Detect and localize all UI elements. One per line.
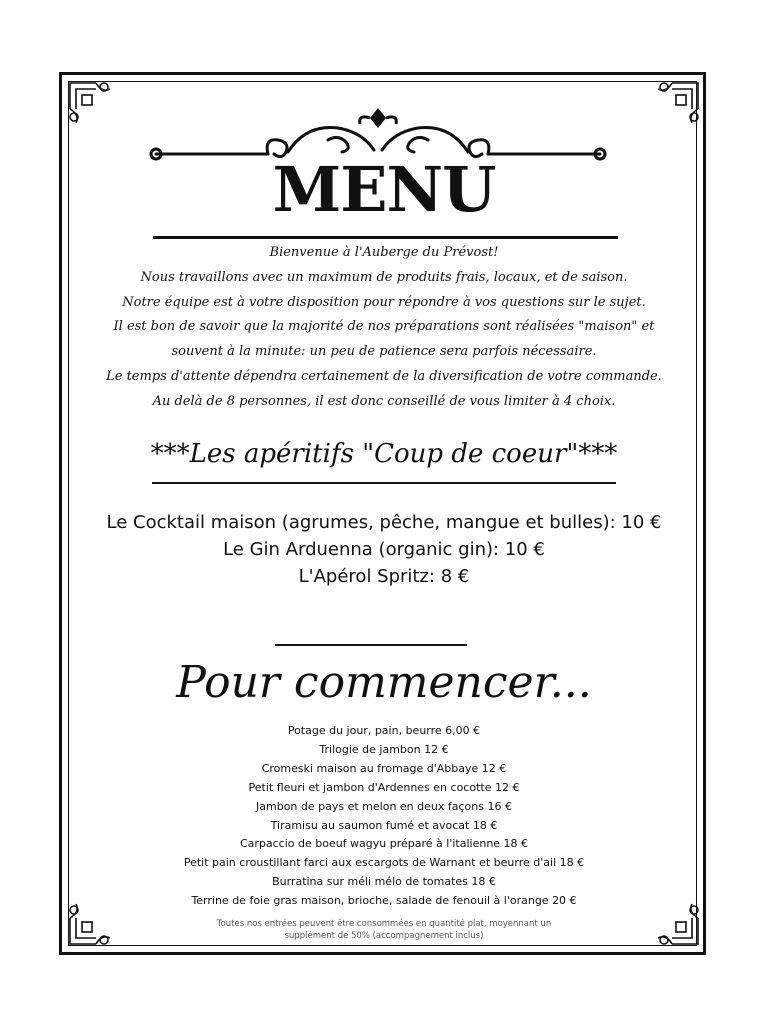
- starters-list: [0, 722, 768, 911]
- section-divider: [275, 644, 467, 646]
- aperitif-item: Le Cocktail maison (agrumes, pêche, mangue et bulles): 10 €: [106, 512, 662, 533]
- aperitifs-heading: ***Les apéritifs "Coup de coeur"***: [150, 439, 618, 469]
- intro-line: Nous travaillons avec un maximum de produits frais, locaux, et de saison.: [140, 269, 628, 285]
- intro-line: Il est bon de savoir que la majorité de nos préparations sont réalisées "maison" et: [113, 319, 655, 335]
- intro-line: Bienvenue à l'Auberge du Prévost!: [269, 245, 499, 260]
- intro-line: souvent à la minute: un peu de patience sera parfois nécessaire.: [171, 344, 597, 360]
- starter-item: Potage du jour, pain, beurre 6,00 €: [287, 724, 481, 737]
- corner-ornament-top-right-icon: [652, 79, 702, 129]
- intro-line: Notre équipe est à votre disposition pour répondre à vos questions sur le sujet.: [122, 294, 646, 310]
- aperitifs-list: [0, 509, 768, 590]
- starter-item: Tiramisu au saumon fumé et avocat 18 €: [270, 818, 498, 832]
- starter-item: Burratina sur méli mélo de tomates 18 €: [272, 875, 496, 889]
- intro-text: [0, 241, 768, 415]
- starter-item: Carpaccio de boeuf wagyu préparé à l'italienne 18 €: [239, 837, 529, 851]
- intro-line: Au delà de 8 personnes, il est donc conseillé de vous limiter à 4 choix.: [152, 393, 616, 409]
- intro-line: Le temps d'attente dépendra certainement de la diversification de votre commande.: [106, 368, 662, 384]
- starter-item: Cromeski maison au fromage d'Abbaye 12 €: [261, 761, 507, 775]
- aperitifs-heading-underline: [152, 482, 616, 484]
- aperitif-item: Le Gin Arduenna (organic gin): 10 €: [223, 539, 545, 560]
- footnote-line: supplément de 50% (accompagnement inclus): [284, 931, 484, 941]
- aperitif-item: L'Apérol Spritz: 8 €: [298, 566, 470, 587]
- menu-title: MENU: [272, 153, 496, 226]
- starter-item: Terrine de foie gras maison, brioche, salade de fenouil à l'orange 20 €: [191, 894, 577, 908]
- starter-item: Trilogie de jambon 12 €: [319, 742, 449, 756]
- starter-item: Jambon de pays et melon en deux façons 16 €: [256, 799, 512, 813]
- starter-item: Petit fleuri et jambon d'Ardennes en cocotte 12 €: [248, 780, 520, 794]
- corner-ornament-top-left-icon: [66, 79, 116, 129]
- starters-heading: Pour commencer...: [176, 657, 592, 708]
- starter-item: Petit pain croustillant farci aux escargots de Warnant et beurre d'ail 18 €: [183, 856, 585, 870]
- starters-footnote: [0, 918, 768, 942]
- footnote-line: Toutes nos entrées peuvent être consommées en quantité plat, moyennant un: [216, 919, 552, 929]
- title-underline: [153, 236, 618, 239]
